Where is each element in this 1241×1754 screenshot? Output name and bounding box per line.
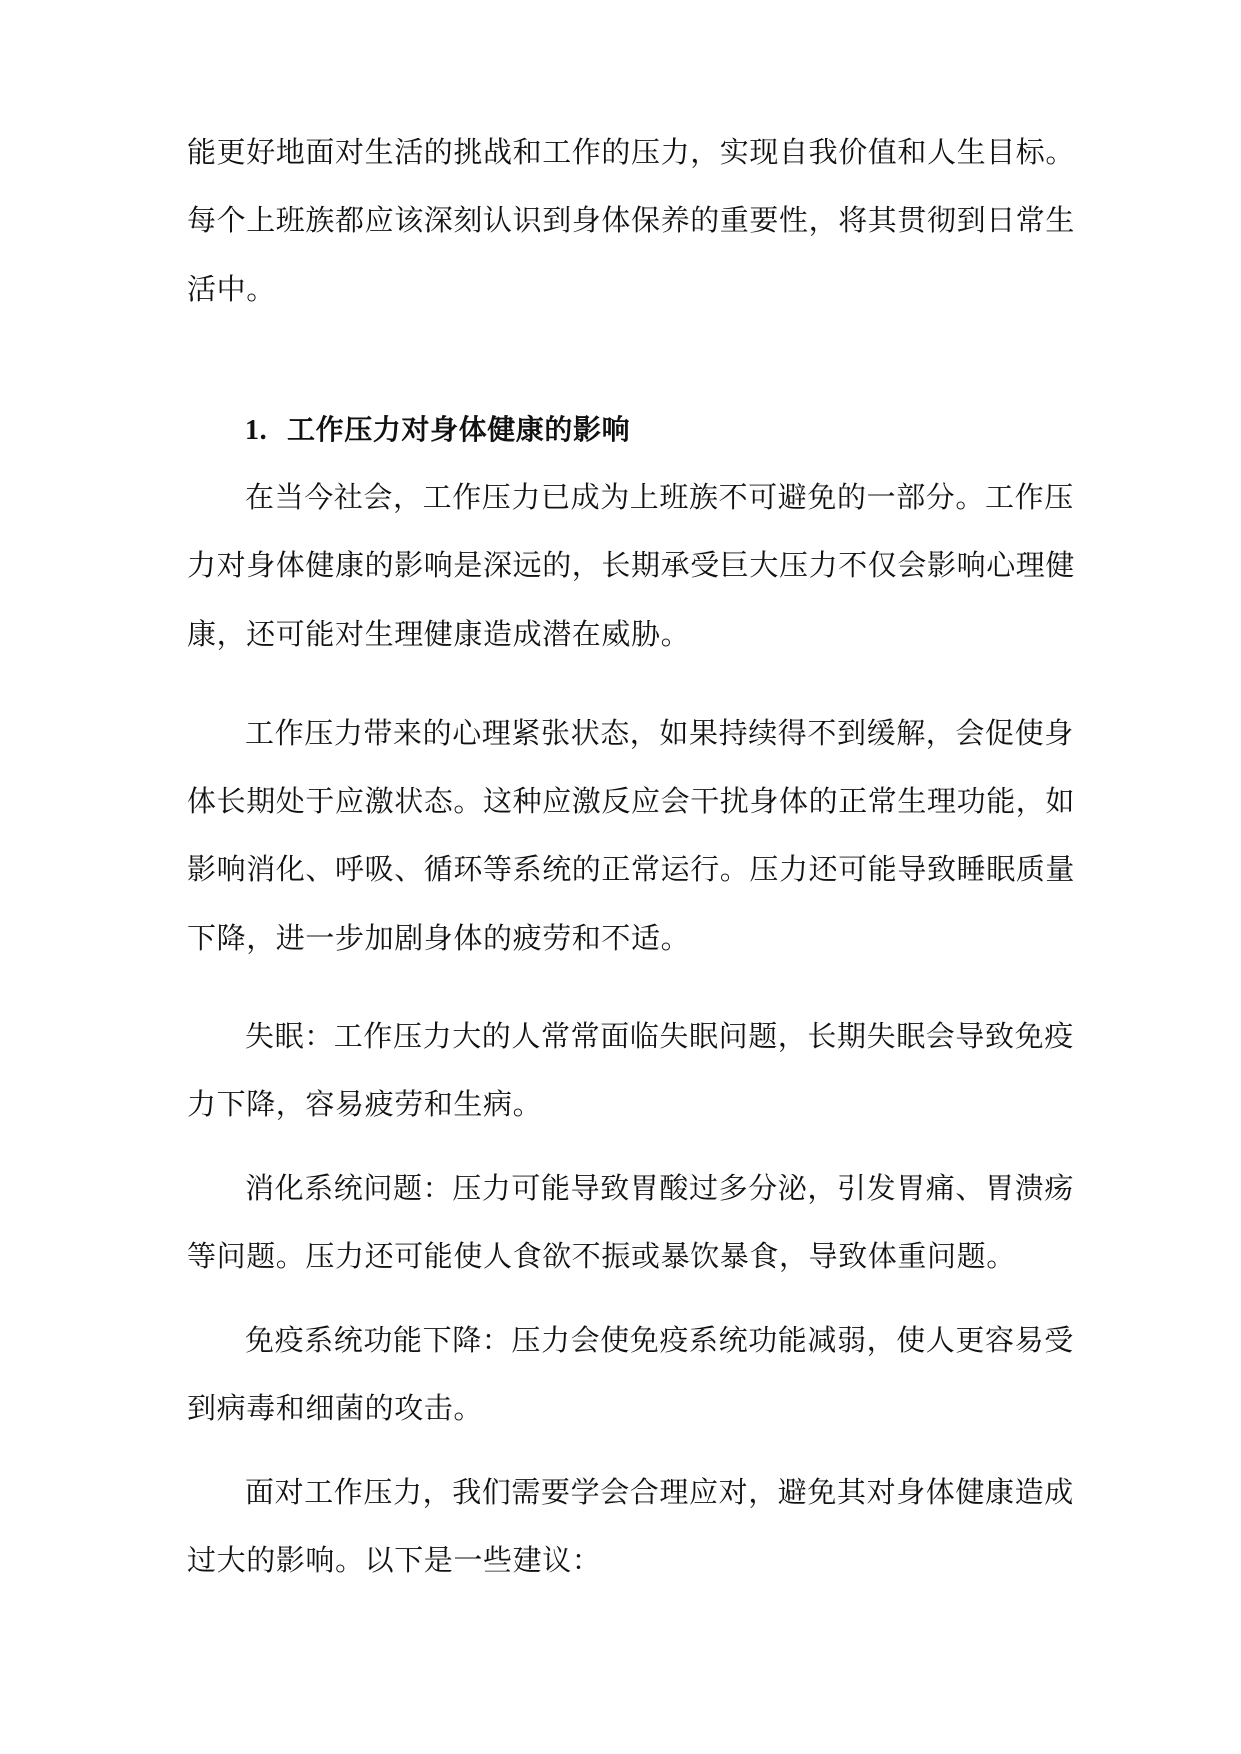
- paragraph-line: 等问题。压力还可能使人食欲不振或暴饮暴食，导致体重问题。: [187, 1239, 1016, 1273]
- paragraph-line: 影响消化、呼吸、循环等系统的正常运行。压力还可能导致睡眠质量: [187, 852, 1076, 886]
- paragraph-line: 到病毒和细菌的攻击。: [187, 1391, 484, 1425]
- paragraph-line: 消化系统问题：压力可能导致胃酸过多分泌，引发胃痛、胃溃疡: [245, 1171, 1074, 1205]
- paragraph-line: 免疫系统功能下降：压力会使免疫系统功能减弱，使人更容易受: [245, 1323, 1074, 1357]
- paragraph-line: 力对身体健康的影响是深远的，长期承受巨大压力不仅会影响心理健: [187, 548, 1076, 582]
- paragraph-line: 失眠：工作压力大的人常常面临失眠问题，长期失眠会导致免疫: [245, 1019, 1074, 1053]
- paragraph-line: 体长期处于应激状态。这种应激反应会干扰身体的正常生理功能，如: [187, 784, 1076, 818]
- paragraph-line: 工作压力带来的心理紧张状态，如果持续得不到缓解，会促使身: [245, 716, 1074, 750]
- paragraph-line: 面对工作压力，我们需要学会合理应对，避免其对身体健康造成: [245, 1475, 1074, 1509]
- paragraph-line: 下降，进一步加剧身体的疲劳和不适。: [187, 921, 691, 955]
- section-heading: [245, 410, 630, 450]
- paragraph-line: 过大的影响。以下是一些建议：: [187, 1543, 602, 1577]
- paragraph-line: 康，还可能对生理健康造成潜在威胁。: [187, 617, 691, 651]
- intro-line-1: 能更好地面对生活的挑战和工作的压力，实现自我价值和人生目标。: [187, 135, 1076, 169]
- intro-line-2: 每个上班族都应该深刻认识到身体保养的重要性，将其贯彻到日常生: [187, 203, 1076, 237]
- section-title: 工作压力对身体健康的影响: [287, 413, 631, 446]
- section-number: 1.: [245, 415, 268, 446]
- paragraph-line: 在当今社会，工作压力已成为上班族不可避免的一部分。工作压: [245, 480, 1074, 514]
- intro-line-3: 活中。: [187, 272, 276, 306]
- paragraph-line: 力下降，容易疲劳和生病。: [187, 1087, 543, 1121]
